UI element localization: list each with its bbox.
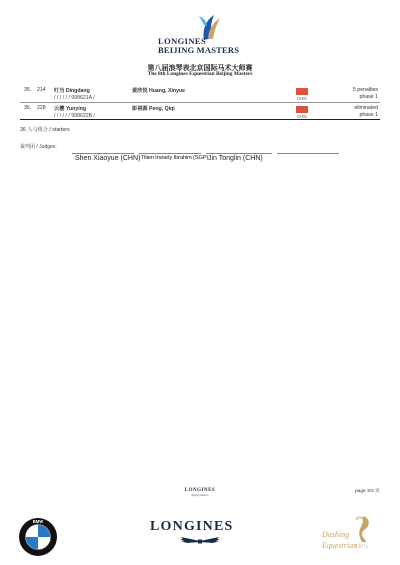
dashing-logo-line1: Dashing (322, 530, 350, 539)
rank: 35. (24, 87, 32, 93)
longines-logo: LONGINES (150, 519, 234, 534)
watermark-text: 人和马 (353, 544, 369, 550)
result-line-1: eliminated (354, 105, 378, 111)
judge-signature-line (206, 153, 272, 154)
event-logo-line1: LONGINES (158, 36, 207, 46)
event-title-english: The 8th Longines Equestrian Beijing Masters (147, 71, 253, 77)
result-line-2: phase 1 (359, 94, 378, 100)
starters-count: 36 人马组合 / starters (20, 127, 70, 133)
dashing-logo-line2: Equestrian (322, 541, 358, 550)
event-logo-line2: BEIJING MASTERS (158, 45, 240, 55)
table-end-rule (20, 119, 380, 120)
result-status (353, 87, 378, 101)
bmw-logo-icon (18, 517, 58, 557)
horse-id: / / / / / / 998622B / (54, 113, 95, 119)
judge-name: Titien Inviarty Ibrahim (SGP) (141, 155, 209, 161)
result-status (354, 105, 378, 119)
longines-wings-icon (179, 536, 221, 546)
footer-small-logo-subtitle: Beijing Masters (191, 494, 209, 497)
bib-number: 228 (37, 105, 46, 111)
result-line-2: phase 1 (359, 112, 378, 118)
event-title-chinese: 第八届浪琴表北京国际马术大师赛 (147, 64, 253, 72)
judge-signature-line (277, 153, 339, 154)
rank: 36. (24, 105, 32, 111)
judges-label: 裁判团 / Judges: (20, 144, 57, 150)
judge-name: Shen Xiaoyue (CHN) (75, 155, 141, 162)
china-flag-icon (296, 88, 308, 95)
rider-name: 黄欣悦 Huang, Xinyue (132, 88, 186, 94)
result-line-1: 5 penalties (352, 87, 378, 93)
horse-name: 叮当 Dingdang (54, 88, 90, 94)
nation-code: CHN (297, 96, 307, 101)
horse-name: 云樱 Yunying (54, 106, 86, 112)
rider-name: 彭祺源 Peng, Qiqi (132, 106, 175, 112)
judge-signature-line (72, 153, 134, 154)
svg-text:BMW: BMW (32, 519, 44, 525)
footer-small-logo: LONGINES (184, 488, 216, 493)
page-number: page 3/3 页 (355, 489, 380, 494)
china-flag-icon (296, 106, 308, 113)
nation-code: CHN (297, 114, 307, 119)
judge-name: Jin Tonglin (CHN) (208, 155, 263, 162)
bib-number: 214 (37, 87, 46, 93)
result-row (20, 85, 380, 103)
judge-signature-line (139, 153, 201, 154)
horse-id: / / / / / / 998621A / (54, 95, 95, 101)
